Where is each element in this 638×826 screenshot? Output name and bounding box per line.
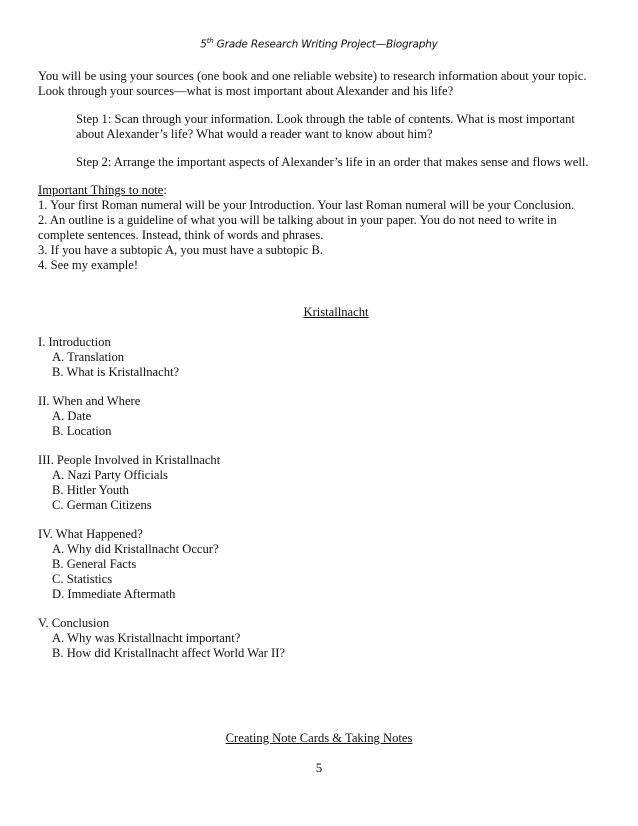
outline-heading: II. When and Where xyxy=(38,394,141,408)
outline-sub: A. Translation xyxy=(52,350,125,364)
outline-heading: IV. What Happened? xyxy=(38,527,143,541)
outline-heading: III. People Involved in Kristallnacht xyxy=(38,453,221,467)
step-2: Step 2: Arrange the important aspects of Alexander’s life in an order that makes sense and flows well. xyxy=(76,155,589,169)
outline-sub: A. Date xyxy=(52,409,92,423)
note-item-3: 3. If you have a subtopic A, you must have a subtopic B. xyxy=(38,243,324,257)
outline-sub: B. How did Kristallnacht affect World War II? xyxy=(52,646,285,660)
outline-sub: B. What is Kristallnacht? xyxy=(52,365,180,379)
header-title: Grade Research Writing Project—Biography xyxy=(213,38,438,51)
page-number: 5 xyxy=(315,761,323,775)
notes-block xyxy=(38,183,598,273)
example-outline xyxy=(38,335,598,661)
outline-sub: C. Statistics xyxy=(52,572,113,586)
outline-sub: D. Immediate Aftermath xyxy=(52,587,176,601)
outline-sub: B. Hitler Youth xyxy=(52,483,129,497)
note-item-2: 2. An outline is a guideline of what you will be talking about in your paper. You do not need to write in complete sentences. Instead, think of words and phrases. xyxy=(38,213,557,242)
example-title: Kristallnacht xyxy=(303,305,369,319)
outline-section xyxy=(38,394,598,439)
header-grade: 5 xyxy=(200,38,207,51)
step-1: Step 1: Scan through your information. Look through the table of contents. What is most important about Alexander’s life? What would a reader want to know about him? xyxy=(76,112,575,141)
notes-heading-line xyxy=(38,183,598,198)
outline-sub: B. General Facts xyxy=(52,557,137,571)
next-section-heading xyxy=(0,731,638,746)
note-item-1: 1. Your first Roman numeral will be your Introduction. Your last Roman numeral will be your Conclusion. xyxy=(38,198,575,212)
outline-section xyxy=(38,616,598,661)
outline-sub: A. Nazi Party Officials xyxy=(52,468,168,482)
header-grade-suffix: th xyxy=(206,37,214,45)
outline-section xyxy=(38,527,598,602)
note-item-4: 4. See my example! xyxy=(38,258,139,272)
outline-sub: A. Why did Kristallnacht Occur? xyxy=(52,542,219,556)
outline-heading: I. Introduction xyxy=(38,335,111,349)
intro-paragraph: You will be using your sources (one book and one reliable website) to research information about your topic. Look through your sources—what is most important about Alexander and his life? xyxy=(38,69,587,98)
notes-heading-colon: : xyxy=(163,183,167,197)
page-header xyxy=(0,37,638,51)
notes-heading: Important Things to note xyxy=(38,183,164,197)
outline-sub: C. German Citizens xyxy=(52,498,152,512)
outline-sub: A. Why was Kristallnacht important? xyxy=(52,631,241,645)
outline-section xyxy=(38,335,598,380)
next-section-heading-text: Creating Note Cards & Taking Notes xyxy=(225,731,413,745)
outline-sub: B. Location xyxy=(52,424,112,438)
outline-heading: V. Conclusion xyxy=(38,616,110,630)
outline-section xyxy=(38,453,598,513)
document-body xyxy=(38,69,598,661)
